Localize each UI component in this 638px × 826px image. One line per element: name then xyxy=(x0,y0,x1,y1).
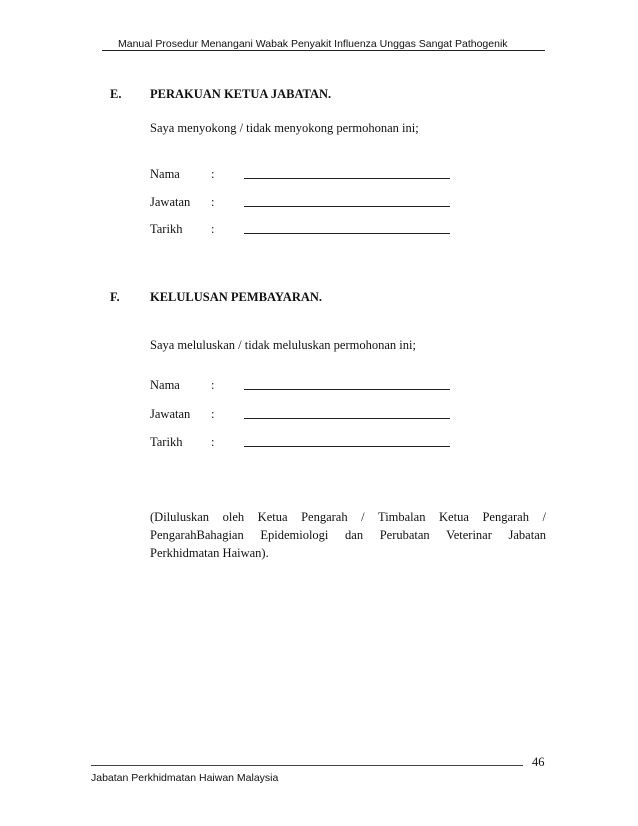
approval-note: (Diluluskan oleh Ketua Pengarah / Timbalan Ketua Pengarah / PengarahBahagian Epidemiologi dan Perubatan Veterinar Jabatan Perkhidmatan Haiwan). xyxy=(150,510,546,560)
field-colon: : xyxy=(211,435,215,449)
field-label-tarikh: Tarikh xyxy=(150,222,183,236)
field-label-nama: Nama xyxy=(150,167,180,181)
section-title: KELULUSAN PEMBAYARAN. xyxy=(150,290,323,304)
section-statement: Saya meluluskan / tidak meluluskan permohonan ini; xyxy=(150,338,416,352)
field-colon: : xyxy=(211,167,215,181)
field-label-jawatan: Jawatan xyxy=(150,407,191,421)
section-letter: E. xyxy=(110,87,122,101)
field-nama-line[interactable] xyxy=(244,389,450,390)
footer-organization: Jabatan Perkhidmatan Haiwan Malaysia xyxy=(91,772,279,784)
field-colon: : xyxy=(211,195,215,209)
field-colon: : xyxy=(211,222,215,236)
field-colon: : xyxy=(211,378,215,392)
header-rule xyxy=(102,50,545,51)
field-tarikh-line[interactable] xyxy=(244,233,450,234)
header-title: Manual Prosedur Menangani Wabak Penyakit Influenza Unggas Sangat Pathogenik xyxy=(118,38,508,50)
field-jawatan-line[interactable] xyxy=(244,418,450,419)
field-label-nama: Nama xyxy=(150,378,180,392)
section-letter: F. xyxy=(110,290,120,304)
field-jawatan-line[interactable] xyxy=(244,206,450,207)
field-nama-line[interactable] xyxy=(244,178,450,179)
field-tarikh-line[interactable] xyxy=(244,446,450,447)
section-title: PERAKUAN KETUA JABATAN. xyxy=(150,87,332,101)
field-colon: : xyxy=(211,407,215,421)
section-statement: Saya menyokong / tidak menyokong permohonan ini; xyxy=(150,121,419,135)
field-label-jawatan: Jawatan xyxy=(150,195,191,209)
field-label-tarikh: Tarikh xyxy=(150,435,183,449)
footer-rule xyxy=(91,765,523,766)
page-number: 46 xyxy=(532,755,545,769)
